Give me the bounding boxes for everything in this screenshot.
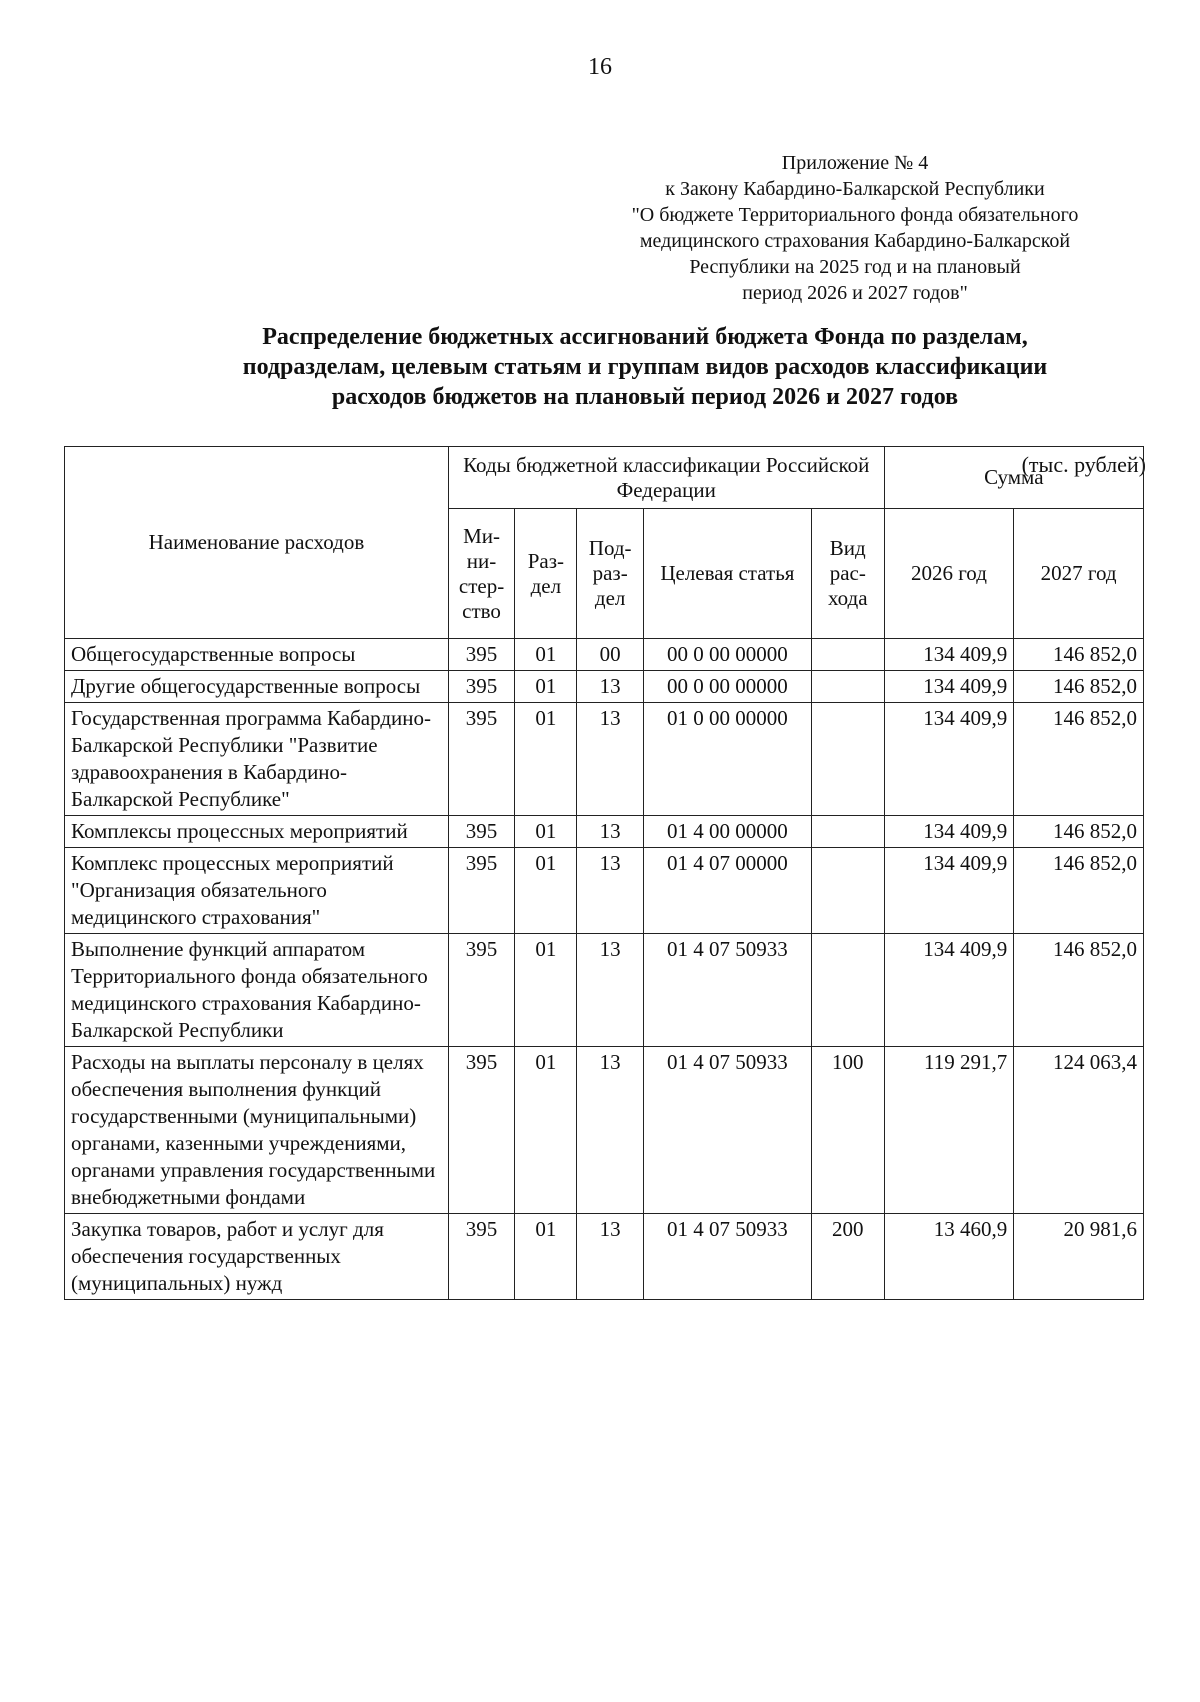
- row-sum-2026: 134 409,9: [884, 848, 1014, 934]
- row-sum-2027: 124 063,4: [1014, 1047, 1144, 1214]
- row-section: 01: [515, 703, 577, 816]
- row-sum-2026: 13 460,9: [884, 1214, 1014, 1300]
- header-subsection: Под-раз-дел: [577, 509, 643, 639]
- header-codes-group: Коды бюджетной классификации Российской Федерации: [448, 447, 884, 509]
- table-row: [65, 1214, 1144, 1300]
- row-name: Государственная программа Кабардино-Балкарской Республики "Развитие здравоохранения в Кабардино-Балкарской Республике": [65, 703, 449, 816]
- row-section: 01: [515, 934, 577, 1047]
- row-subsection: 13: [577, 1047, 643, 1214]
- header-row: [65, 447, 1144, 509]
- appendix-line: период 2026 и 2027 годов": [742, 282, 968, 304]
- row-sum-2027: 146 852,0: [1014, 703, 1144, 816]
- row-sum-2027: 146 852,0: [1014, 671, 1144, 703]
- row-target: 01 0 00 00000: [643, 703, 811, 816]
- row-section: 01: [515, 816, 577, 848]
- header-name: Наименование расходов: [65, 447, 449, 639]
- row-expense-type: 200: [811, 1214, 884, 1300]
- table-row: [65, 848, 1144, 934]
- row-ministry: 395: [448, 703, 514, 816]
- row-target: 00 0 00 00000: [643, 639, 811, 671]
- header-sum-group: Сумма: [884, 447, 1143, 509]
- row-target: 01 4 07 50933: [643, 1214, 811, 1300]
- row-ministry: 395: [448, 934, 514, 1047]
- appendix-line: медицинского страхования Кабардино-Балкарской: [639, 230, 1071, 252]
- row-name: Закупка товаров, работ и услуг для обеспечения государственных (муниципальных) нужд: [65, 1214, 449, 1300]
- row-ministry: 395: [448, 848, 514, 934]
- row-sum-2027: 146 852,0: [1014, 816, 1144, 848]
- table-row: [65, 671, 1144, 703]
- row-ministry: 395: [448, 1214, 514, 1300]
- row-expense-type: [811, 703, 884, 816]
- row-sum-2027: 20 981,6: [1014, 1214, 1144, 1300]
- row-subsection: 13: [577, 934, 643, 1047]
- appendix-line: "О бюджете Территориального фонда обязательного: [631, 204, 1079, 226]
- table-row: [65, 934, 1144, 1047]
- title-line: Распределение бюджетных ассигнований бюджета Фонда по разделам,: [262, 324, 1028, 350]
- row-target: 01 4 07 50933: [643, 1047, 811, 1214]
- row-expense-type: [811, 848, 884, 934]
- header-expense-type: Вид рас-хода: [811, 509, 884, 639]
- row-ministry: 395: [448, 1047, 514, 1214]
- row-name: Выполнение функций аппаратом Территориального фонда обязательного медицинского страхования Кабардино-Балкарской Республики: [65, 934, 449, 1047]
- appendix-reference: [560, 150, 1150, 306]
- row-sum-2027: 146 852,0: [1014, 848, 1144, 934]
- header-target: Целевая статья: [643, 509, 811, 639]
- row-expense-type: [811, 671, 884, 703]
- row-sum-2027: 146 852,0: [1014, 639, 1144, 671]
- appendix-line: к Закону Кабардино-Балкарской Республики: [665, 178, 1045, 200]
- row-name: Комплексы процессных мероприятий: [65, 816, 449, 848]
- units-label: (тыс. рублей): [1021, 452, 1146, 477]
- row-subsection: 13: [577, 671, 643, 703]
- title-line: расходов бюджетов на плановый период 2026 и 2027 годов: [331, 384, 959, 410]
- table-row: [65, 703, 1144, 816]
- row-expense-type: 100: [811, 1047, 884, 1214]
- row-sum-2027: 146 852,0: [1014, 934, 1144, 1047]
- row-section: 01: [515, 848, 577, 934]
- row-ministry: 395: [448, 639, 514, 671]
- table-row: [65, 816, 1144, 848]
- page-number: 16: [588, 54, 612, 80]
- appendix-line: Республики на 2025 год и на плановый: [689, 256, 1021, 278]
- row-name: Комплекс процессных мероприятий "Организация обязательного медицинского страхования": [65, 848, 449, 934]
- row-name: Другие общегосударственные вопросы: [65, 671, 449, 703]
- header-year-2026: 2026 год: [884, 509, 1014, 639]
- row-subsection: 13: [577, 1214, 643, 1300]
- header-year-2027: 2027 год: [1014, 509, 1144, 639]
- row-sum-2026: 134 409,9: [884, 671, 1014, 703]
- row-target: 01 4 07 00000: [643, 848, 811, 934]
- row-sum-2026: 134 409,9: [884, 703, 1014, 816]
- row-target: 01 4 00 00000: [643, 816, 811, 848]
- header-ministry: Ми-ни-стер-ство: [448, 509, 514, 639]
- row-sum-2026: 134 409,9: [884, 816, 1014, 848]
- row-sum-2026: 134 409,9: [884, 639, 1014, 671]
- row-section: 01: [515, 1214, 577, 1300]
- row-section: 01: [515, 639, 577, 671]
- budget-table: [64, 446, 1144, 1300]
- row-expense-type: [811, 639, 884, 671]
- document-title: [150, 322, 1140, 412]
- row-target: 01 4 07 50933: [643, 934, 811, 1047]
- row-subsection: 13: [577, 703, 643, 816]
- row-expense-type: [811, 816, 884, 848]
- row-ministry: 395: [448, 816, 514, 848]
- row-subsection: 13: [577, 848, 643, 934]
- row-expense-type: [811, 934, 884, 1047]
- row-section: 01: [515, 1047, 577, 1214]
- appendix-line: Приложение № 4: [781, 152, 929, 174]
- row-subsection: 13: [577, 816, 643, 848]
- row-subsection: 00: [577, 639, 643, 671]
- header-section: Раз-дел: [515, 509, 577, 639]
- table-row: [65, 1047, 1144, 1214]
- row-section: 01: [515, 671, 577, 703]
- row-target: 00 0 00 00000: [643, 671, 811, 703]
- title-line: подразделам, целевым статьям и группам видов расходов классификации: [242, 354, 1048, 380]
- row-ministry: 395: [448, 671, 514, 703]
- table-row: [65, 639, 1144, 671]
- row-sum-2026: 119 291,7: [884, 1047, 1014, 1214]
- row-name: Расходы на выплаты персоналу в целях обеспечения выполнения функций государственными (муниципальными) органами, казенными учреждениями, органами управления государственными внебюджетными фондами: [65, 1047, 449, 1214]
- row-sum-2026: 134 409,9: [884, 934, 1014, 1047]
- row-name: Общегосударственные вопросы: [65, 639, 449, 671]
